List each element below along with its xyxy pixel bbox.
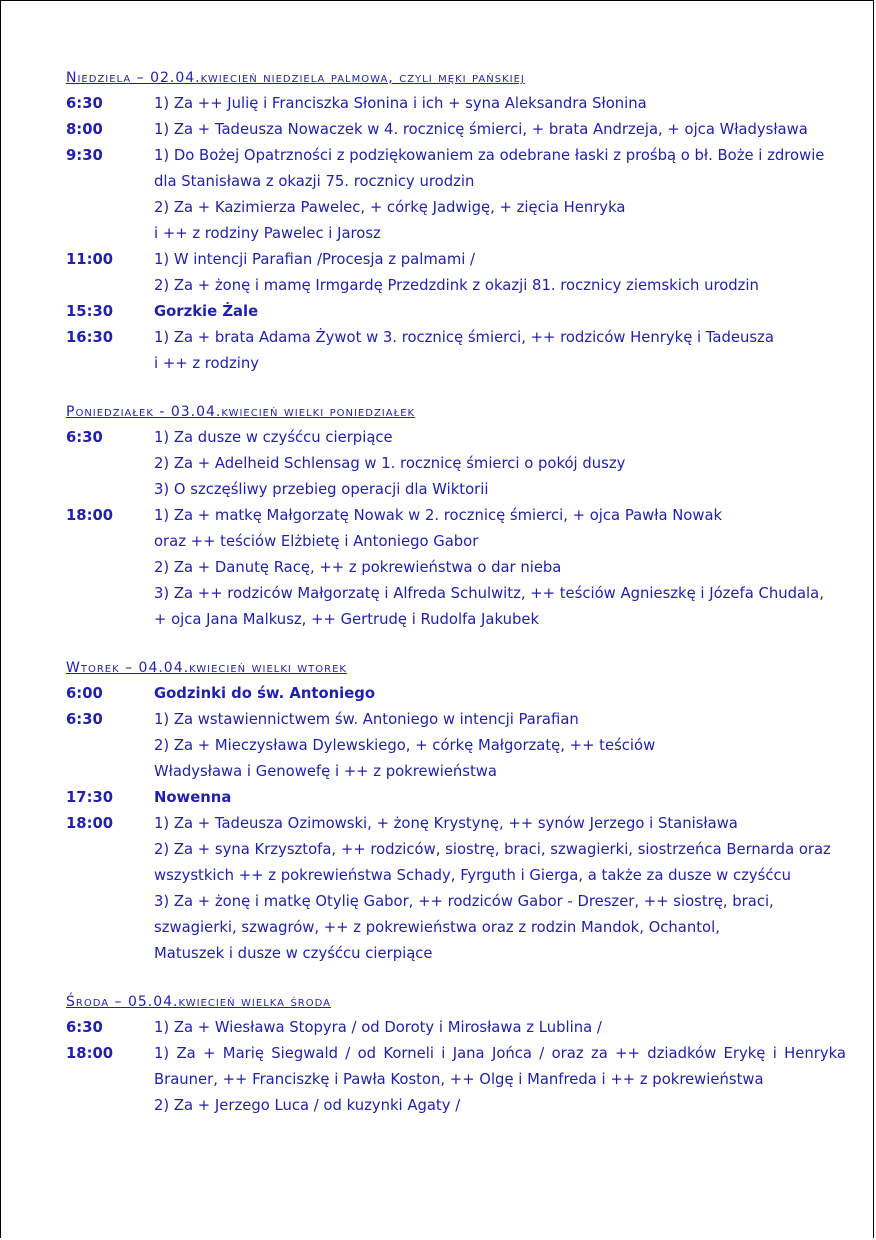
intention-line: 2) Za + Danutę Racę, ++ z pokrewieństwa o dar nieba xyxy=(154,559,562,576)
intention-line: 2) Za + żonę i mamę Irmgardę Przedzdink z okazji 81. rocznicy ziemskich urodzin xyxy=(154,277,759,294)
intention-line: Władysława i Genowefę i ++ z pokrewieństwa xyxy=(154,763,497,780)
mass-time: 18:00 xyxy=(66,815,114,832)
intention-list xyxy=(154,91,846,117)
intention-list xyxy=(154,785,846,811)
intention-line: wszystkich ++ z pokrewieństwa Schady, Fyrguth i Gierga, a także za dusze w czyśćcu xyxy=(154,867,791,884)
intention-line: 1) Za + Tadeusza Ozimowski, + żonę Krystynę, ++ synów Jerzego i Stanisława xyxy=(154,815,738,832)
intention-list xyxy=(154,503,846,633)
mass-time: 6:30 xyxy=(66,1019,103,1036)
intention-line: 1) Za wstawiennictwem św. Antoniego w intencji Parafian xyxy=(154,711,579,728)
intention-list xyxy=(154,425,846,503)
intention-line: 1) Za + matkę Małgorzatę Nowak w 2. rocznicę śmierci, + ojca Pawła Nowak xyxy=(154,507,723,524)
mass-entry xyxy=(66,299,846,325)
mass-entry xyxy=(66,1041,846,1119)
mass-time: 6:00 xyxy=(66,685,103,702)
intention-list xyxy=(154,117,846,143)
intention-list xyxy=(154,247,846,299)
intention-line: 3) Za + żonę i matkę Otylię Gabor, ++ rodziców Gabor - Dreszer, ++ siostrę, braci, xyxy=(154,893,774,910)
mass-entry xyxy=(66,91,846,117)
mass-time: 17:30 xyxy=(66,789,114,806)
intention-line: 1) W intencji Parafian /Procesja z palmami / xyxy=(154,251,476,268)
intention-list xyxy=(154,325,846,377)
day-header: Środa – 05.04.kwiecień wielka środa xyxy=(66,994,331,1010)
day-header: Niedziela – 02.04.kwiecień niedziela palmowa, czyli męki pańskiej xyxy=(66,70,525,86)
mass-time: 9:30 xyxy=(66,147,103,164)
intention-line: 1) Za + Marię Siegwald / od Korneli i Jana Jońca / oraz za ++ dziadków Erykę i Henryka Brauner, ++ Franciszkę i Pawła Koston, ++ Olgę i Manfreda i ++ z pokrewieństwa xyxy=(154,1045,846,1088)
mass-entry xyxy=(66,325,846,377)
intention-line: Godzinki do św. Antoniego xyxy=(154,685,376,702)
intention-line: + ojca Jana Malkusz, ++ Gertrudę i Rudolfa Jakubek xyxy=(154,611,540,628)
intention-line: 1) Za + brata Adama Żywot w 3. rocznicę śmierci, ++ rodziców Henrykę i Tadeusza xyxy=(154,329,774,346)
intention-line: 2) Za + Mieczysława Dylewskiego, + córkę Małgorzatę, ++ teściów xyxy=(154,737,656,754)
mass-time: 6:30 xyxy=(66,711,103,728)
intention-line: Nowenna xyxy=(154,789,232,806)
day-section xyxy=(66,655,846,967)
mass-time: 18:00 xyxy=(66,1045,114,1062)
mass-time: 18:00 xyxy=(66,507,114,524)
mass-entry xyxy=(66,143,846,247)
mass-entry xyxy=(66,681,846,707)
intention-line: i ++ z rodziny Pawelec i Jarosz xyxy=(154,225,381,242)
intention-line: 1) Za + Wiesława Stopyra / od Doroty i Mirosława z Lublina / xyxy=(154,1019,602,1036)
intention-line: Gorzkie Żale xyxy=(154,303,259,320)
intention-line: 2) Za + Kazimierza Pawelec, + córkę Jadwigę, + zięcia Henryka xyxy=(154,199,626,216)
mass-entry xyxy=(66,117,846,143)
mass-entry xyxy=(66,247,846,299)
mass-entry xyxy=(66,503,846,633)
intention-line: Matuszek i dusze w czyśćcu cierpiące xyxy=(154,945,433,962)
mass-entry xyxy=(66,1015,846,1041)
intention-list xyxy=(154,143,846,247)
intention-list xyxy=(154,1015,846,1041)
intention-line: 1) Za ++ Julię i Franciszka Słonina i ich + syna Aleksandra Słonina xyxy=(154,95,647,112)
intention-list xyxy=(154,681,846,707)
day-section xyxy=(66,399,846,633)
mass-time: 15:30 xyxy=(66,303,114,320)
intention-list xyxy=(154,811,846,967)
intention-list xyxy=(154,1041,846,1119)
intention-line: 3) O szczęśliwy przebieg operacji dla Wiktorii xyxy=(154,481,489,498)
mass-time: 8:00 xyxy=(66,121,103,138)
intention-line: szwagierki, szwagrów, ++ z pokrewieństwa oraz z rodzin Mandok, Ochantol, xyxy=(154,919,720,936)
mass-time: 6:30 xyxy=(66,95,103,112)
mass-entry xyxy=(66,785,846,811)
intention-list xyxy=(154,299,846,325)
day-section xyxy=(66,989,846,1119)
intention-line: i ++ z rodziny xyxy=(154,355,260,372)
day-header: Poniedziałek - 03.04.kwiecień wielki poniedziałek xyxy=(66,404,416,420)
intention-line: dla Stanisława z okazji 75. rocznicy urodzin xyxy=(154,173,475,190)
mass-entry xyxy=(66,811,846,967)
mass-intentions-list xyxy=(66,65,846,1141)
mass-time: 6:30 xyxy=(66,429,103,446)
intention-line: 2) Za + Jerzego Luca / od kuzynki Agaty / xyxy=(154,1097,461,1114)
intention-line: 1) Za dusze w czyśćcu cierpiące xyxy=(154,429,393,446)
mass-time: 11:00 xyxy=(66,251,114,268)
mass-entry xyxy=(66,425,846,503)
intention-line: 3) Za ++ rodziców Małgorzatę i Alfreda Schulwitz, ++ teściów Agnieszkę i Józefa Chudala, xyxy=(154,585,824,602)
mass-entry xyxy=(66,707,846,785)
intention-line: 2) Za + Adelheid Schlensag w 1. rocznicę śmierci o pokój duszy xyxy=(154,455,626,472)
day-header: Wtorek – 04.04.kwiecień wielki wtorek xyxy=(66,660,347,676)
mass-time: 16:30 xyxy=(66,329,114,346)
intention-line: 1) Za + Tadeusza Nowaczek w 4. rocznicę śmierci, + brata Andrzeja, + ojca Władysława xyxy=(154,121,808,138)
intention-line: 1) Do Bożej Opatrzności z podziękowaniem za odebrane łaski z prośbą o bł. Boże i zdrowie xyxy=(154,147,825,164)
day-section xyxy=(66,65,846,377)
intention-line: oraz ++ teściów Elżbietę i Antoniego Gabor xyxy=(154,533,479,550)
intention-list xyxy=(154,707,846,785)
intention-line: 2) Za + syna Krzysztofa, ++ rodziców, siostrę, braci, szwagierki, siostrzeńca Bernarda oraz xyxy=(154,841,831,858)
